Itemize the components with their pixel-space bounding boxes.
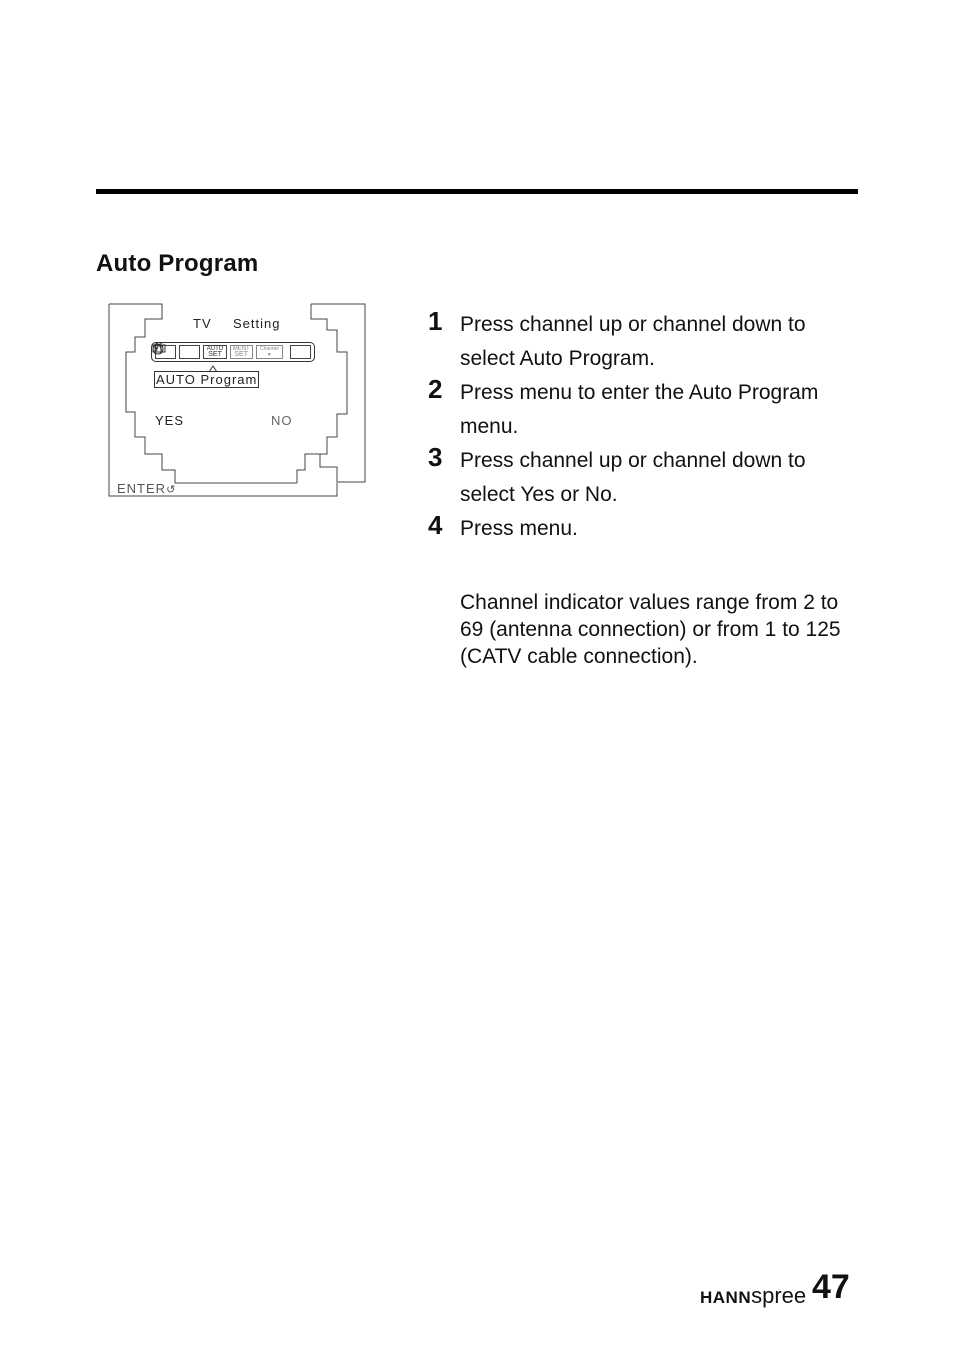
ment-set-label-bottom: SET (234, 351, 249, 358)
header-rule (96, 189, 858, 194)
brand-logo (700, 1283, 806, 1309)
step-text: Press menu. (460, 517, 578, 540)
step-number: 4 (428, 510, 443, 540)
step-item (428, 512, 858, 546)
osd-enter-label: ENTER (117, 481, 167, 496)
osd-illustration (105, 302, 369, 498)
brand-hann: HANN (700, 1288, 752, 1307)
osd-option-yes: YES (155, 413, 185, 428)
osd-selected-item: AUTO Program (156, 372, 258, 387)
brand-spree: spree (751, 1283, 807, 1308)
channel-label-bottom: ▼ (266, 352, 272, 358)
osd-option-no: NO (271, 413, 293, 428)
osd-enter-hint (117, 481, 175, 496)
steps-list (428, 308, 858, 546)
auto-set-icon (203, 345, 226, 359)
osd-title-tv: TV (193, 316, 212, 331)
step-number: 3 (428, 442, 443, 472)
osd-frame-outline (105, 302, 369, 498)
step-item (428, 444, 858, 512)
ment-set-label-top: MENT (232, 346, 250, 352)
globe-icon (290, 345, 311, 359)
channel-icon (256, 345, 283, 359)
step-text: Press channel up or channel down to select Yes or No. (460, 449, 806, 506)
step-number: 2 (428, 374, 443, 404)
step-number: 1 (428, 306, 443, 336)
enter-return-icon: ↺ (166, 484, 176, 496)
step-item (428, 308, 858, 376)
step-text: Press menu to enter the Auto Program menu. (460, 381, 819, 438)
page-number: 47 (812, 1268, 850, 1306)
ment-set-icon (230, 345, 253, 359)
channel-range-note: Channel indicator values range from 2 to 69 (antenna connection) or from 1 to 125 (CATV cable connection). (460, 591, 841, 668)
auto-set-label-bottom: SET (208, 351, 222, 358)
osd-title-setting: Setting (233, 316, 281, 331)
osd-icon-bar (151, 342, 315, 362)
step-text: Press channel up or channel down to select Auto Program. (460, 313, 806, 370)
channel-label-top: Channel (259, 346, 279, 352)
tools-icon (179, 345, 200, 359)
auto-set-label-top: AUTO (206, 346, 224, 352)
step-item (428, 376, 858, 444)
section-title: Auto Program (96, 250, 259, 277)
